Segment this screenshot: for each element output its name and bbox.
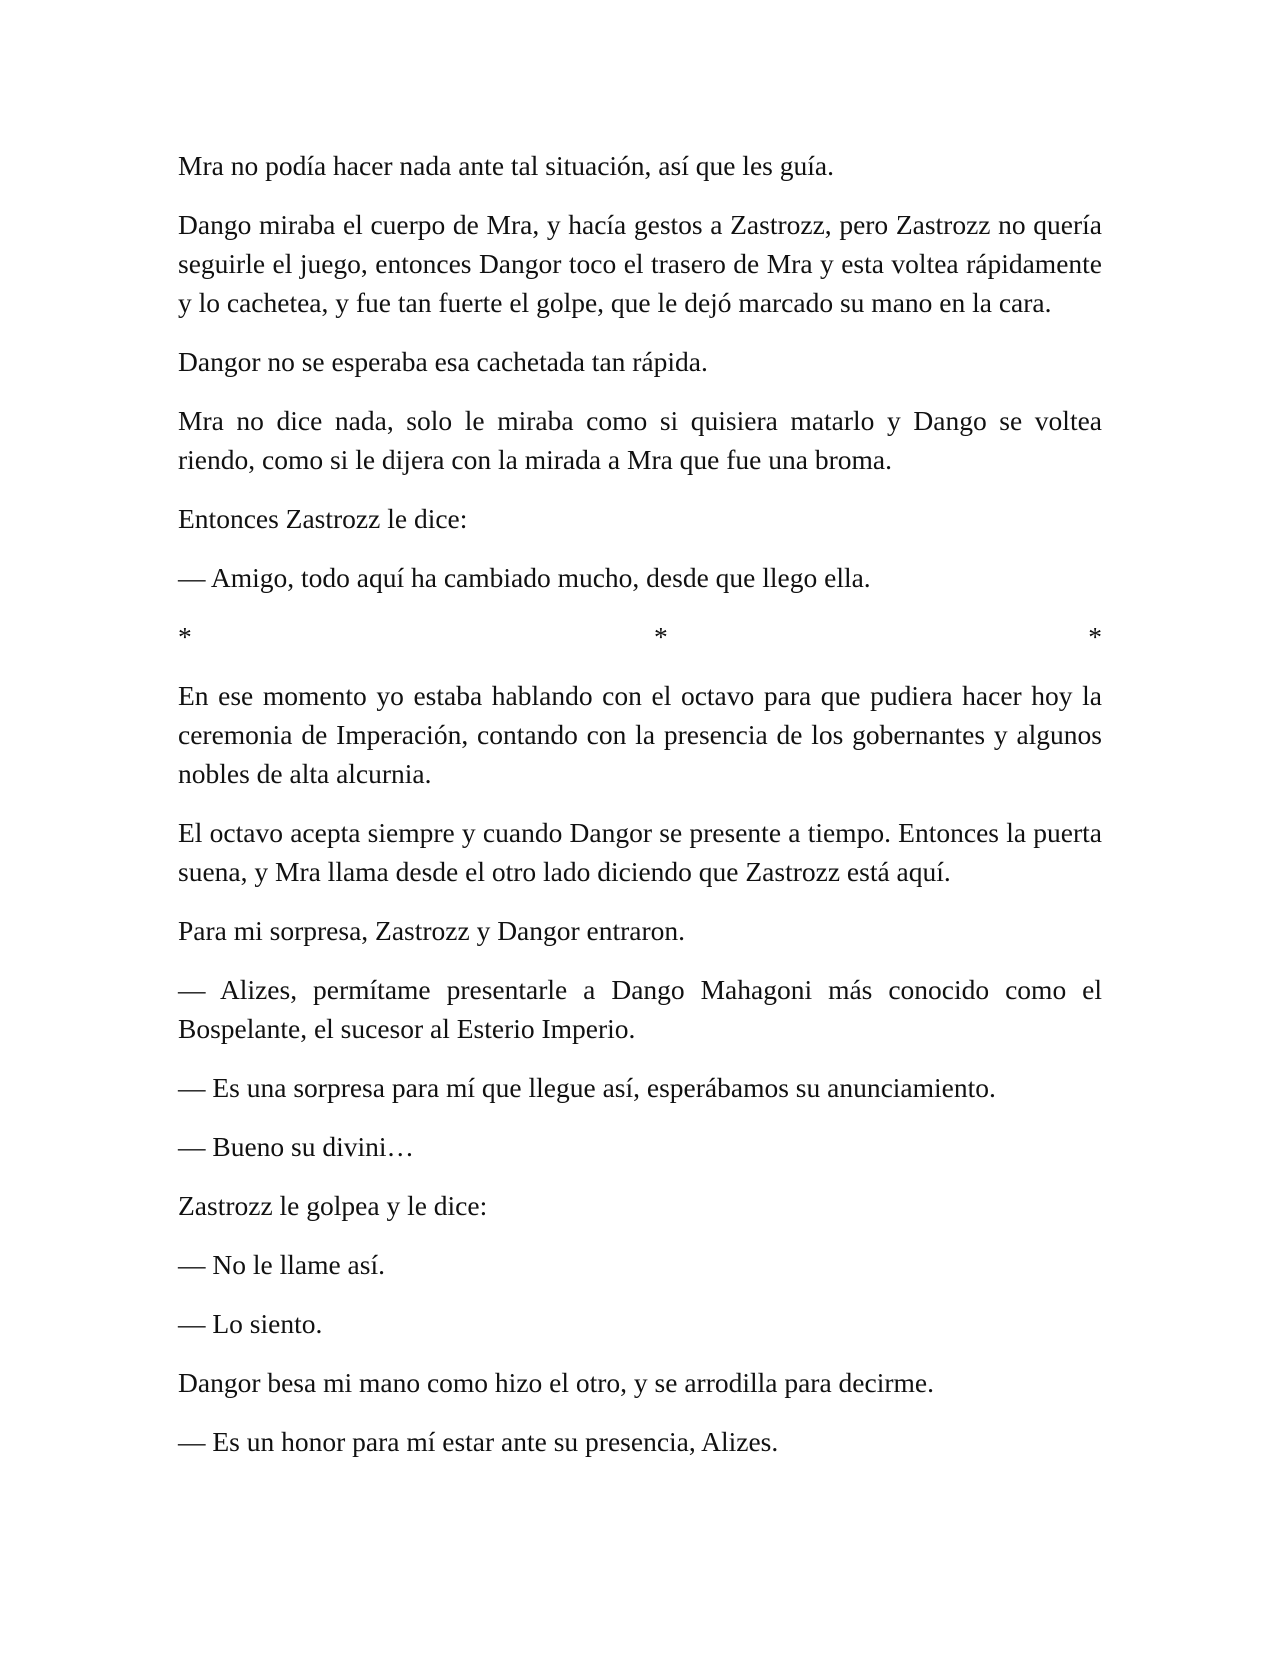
paragraph: En ese momento yo estaba hablando con el octavo para que pudiera hacer hoy la ceremonia de Imperación, contando con la presencia de los gobernantes y algunos nobles de alta alcurnia. xyxy=(178,680,1102,789)
scene-break xyxy=(178,617,1102,656)
dialogue-line: — Bueno su divini… xyxy=(178,1131,415,1162)
paragraph: Mra no podía hacer nada ante tal situación, así que les guía. xyxy=(178,150,834,181)
paragraph: El octavo acepta siempre y cuando Dangor se presente a tiempo. Entonces la puerta suena, y Mra llama desde el otro lado diciendo que Zastrozz está aquí. xyxy=(178,817,1102,887)
scene-break-asterisk: * xyxy=(1088,621,1102,652)
scene-break-asterisk: * xyxy=(654,621,668,652)
paragraph: Zastrozz le golpea y le dice: xyxy=(178,1190,488,1221)
dialogue-line: — Lo siento. xyxy=(178,1308,323,1339)
paragraph: Para mi sorpresa, Zastrozz y Dangor entraron. xyxy=(178,915,686,946)
paragraph: Dango miraba el cuerpo de Mra, y hacía gestos a Zastrozz, pero Zastrozz no quería seguirle el juego, entonces Dangor toco el trasero de Mra y esta voltea rápidamente y lo cachetea, y fue tan fuerte el golpe, que le dejó marcado su mano en la cara. xyxy=(178,209,1102,318)
scene-break-asterisk: * xyxy=(178,621,192,652)
paragraph: Mra no dice nada, solo le miraba como si quisiera matarlo y Dango se voltea riendo, como si le dijera con la mirada a Mra que fue una broma. xyxy=(178,405,1102,475)
dialogue-line: — Es una sorpresa para mí que llegue así, esperábamos su anunciamiento. xyxy=(178,1072,996,1103)
dialogue-line: — Amigo, todo aquí ha cambiado mucho, desde que llego ella. xyxy=(178,562,871,593)
paragraph: Entonces Zastrozz le dice: xyxy=(178,503,468,534)
dialogue-line: — No le llame así. xyxy=(178,1249,385,1280)
dialogue-line: — Alizes, permítame presentarle a Dango Mahagoni más conocido como el Bospelante, el sucesor al Esterio Imperio. xyxy=(178,974,1102,1044)
page-body xyxy=(178,146,1102,1481)
dialogue-line: — Es un honor para mí estar ante su presencia, Alizes. xyxy=(178,1426,779,1457)
paragraph: Dangor no se esperaba esa cachetada tan rápida. xyxy=(178,346,708,377)
paragraph: Dangor besa mi mano como hizo el otro, y se arrodilla para decirme. xyxy=(178,1367,934,1398)
